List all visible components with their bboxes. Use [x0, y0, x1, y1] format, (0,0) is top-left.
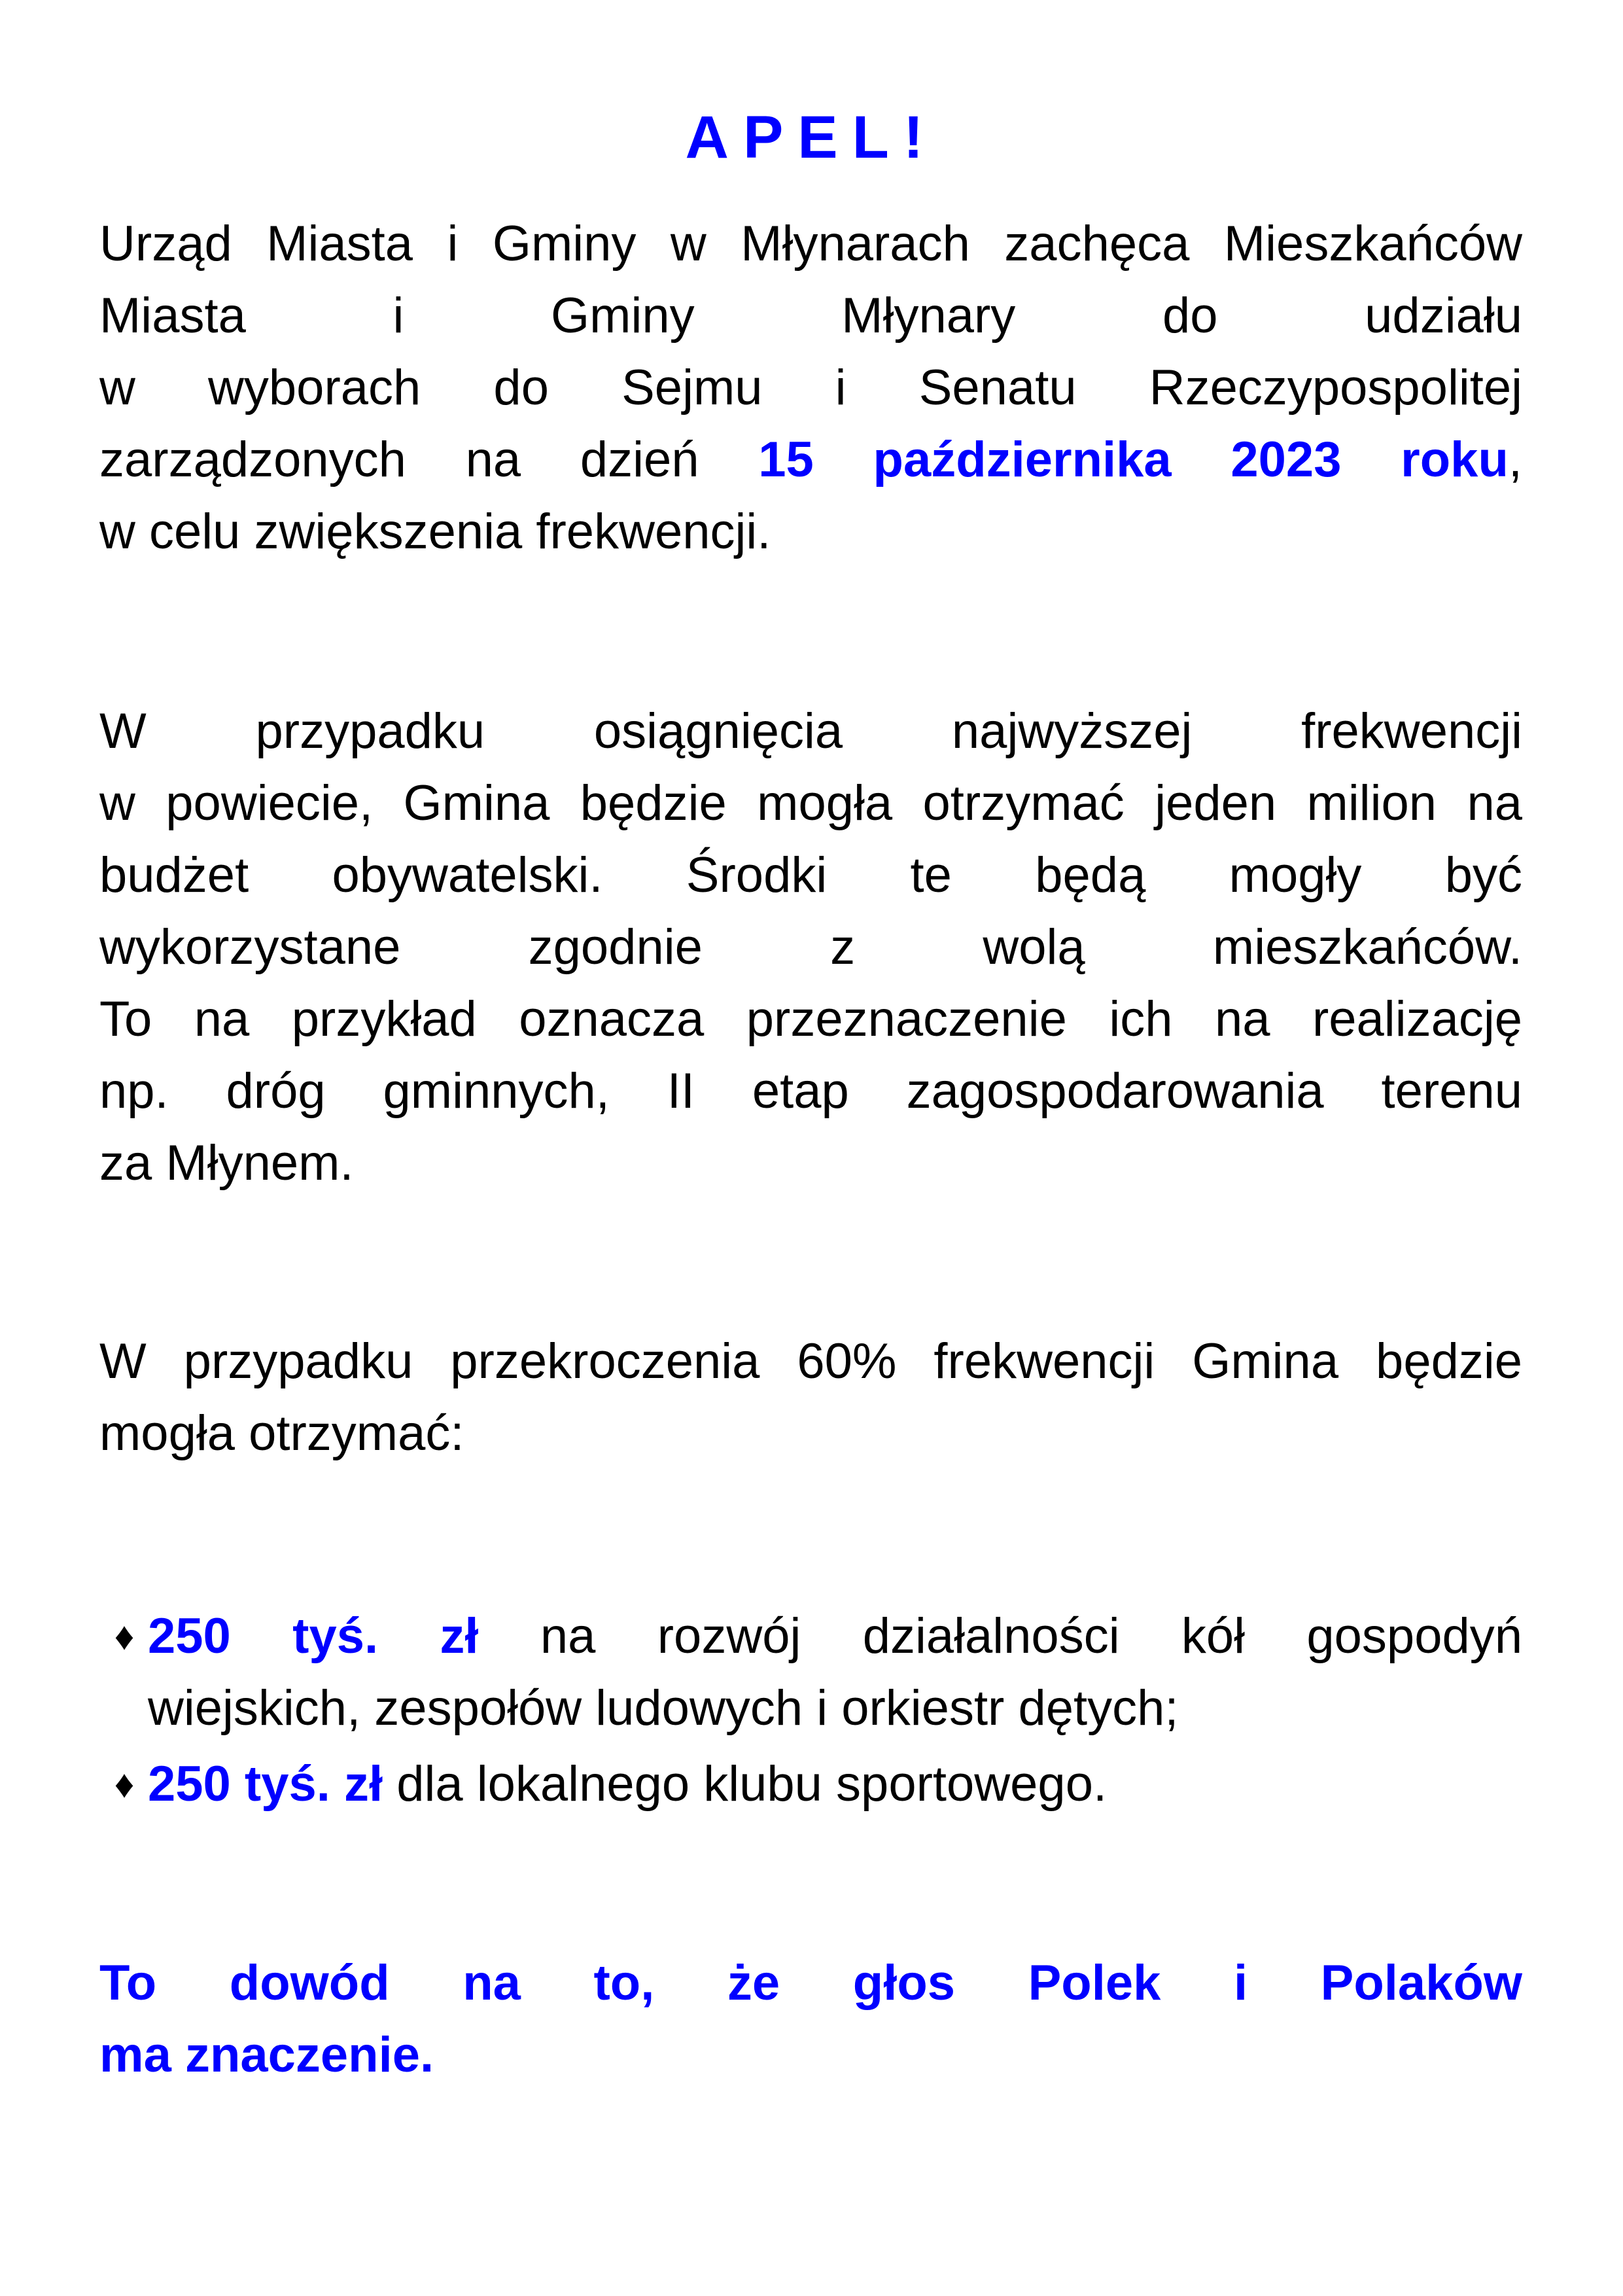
- text-line: [99, 1055, 1522, 1127]
- text-line: [99, 352, 1522, 424]
- text-line: [99, 2019, 1522, 2091]
- highlighted-text: To dowód na to, że głos Polek i Polaków: [99, 1955, 1522, 2011]
- text-line: [99, 1326, 1522, 1398]
- paragraph-closing: [99, 1947, 1522, 2091]
- diamond-bullet-icon: ♦: [114, 1614, 135, 1658]
- text-segment: budżet obywatelski. Środki te będą mogły być: [99, 847, 1522, 903]
- text-line: [99, 1947, 1522, 2019]
- paragraph-highest-turnout: [99, 696, 1522, 1199]
- highlighted-text: 15 października 2023 roku: [758, 432, 1509, 487]
- text-segment: np. dróg gminnych, II etap zagospodarowania terenu: [99, 1063, 1522, 1119]
- text-segment: na rozwój działalności kół gospodyń: [478, 1608, 1522, 1664]
- text-segment: ,: [1508, 432, 1522, 487]
- paragraph-60-percent: [99, 1326, 1522, 1470]
- text-segment: mogła otrzymać:: [99, 1405, 464, 1461]
- text-line: [99, 208, 1522, 280]
- text-segment: wiejskich, zespołów ludowych i orkiestr dętych;: [148, 1680, 1179, 1736]
- highlighted-text: ma znaczenie.: [99, 2027, 434, 2083]
- text-line: [99, 983, 1522, 1055]
- text-segment: w wyborach do Sejmu i Senatu Rzeczypospolitej: [99, 360, 1522, 415]
- text-segment: W przypadku przekroczenia 60% frekwencji Gmina będzie: [99, 1333, 1522, 1389]
- text-line: [99, 839, 1522, 911]
- text-line: [99, 1127, 1522, 1199]
- bullet-item: [105, 1748, 1522, 1820]
- text-segment: w celu zwiększenia frekwencji.: [99, 504, 771, 559]
- diamond-bullet-icon: ♦: [114, 1762, 135, 1806]
- text-segment: To na przykład oznacza przeznaczenie ich na realizację: [99, 991, 1522, 1047]
- highlighted-text: 250 tyś. zł: [148, 1608, 479, 1664]
- text-segment: wykorzystane zgodnie z wolą mieszkańców.: [99, 919, 1522, 975]
- text-segment: Miasta i Gminy Młynary do udziału: [99, 288, 1522, 344]
- highlighted-text: 250 tyś. zł: [148, 1756, 383, 1812]
- text-line: [99, 424, 1522, 496]
- text-line: [148, 1672, 1522, 1744]
- text-line: [99, 496, 1522, 568]
- bullet-item: [105, 1600, 1522, 1744]
- text-segment: w powiecie, Gmina będzie mogła otrzymać jeden milion na: [99, 775, 1522, 831]
- text-line: [99, 1398, 1522, 1470]
- text-segment: Urząd Miasta i Gminy w Młynarach zachęca Mieszkańców: [99, 216, 1522, 272]
- text-line: [99, 911, 1522, 983]
- text-segment: za Młynem.: [99, 1135, 354, 1191]
- text-segment: W przypadku osiągnięcia najwyższej frekwencji: [99, 703, 1522, 759]
- text-line: [99, 696, 1522, 768]
- paragraph-intro: [99, 208, 1522, 568]
- text-line: [99, 280, 1522, 352]
- text-line: [99, 768, 1522, 839]
- text-segment: zarządzonych na dzień: [99, 432, 759, 487]
- text-line: [148, 1748, 1522, 1820]
- text-segment: dla lokalnego klubu sportowego.: [383, 1756, 1108, 1812]
- page-title: APEL!: [685, 104, 938, 171]
- text-line: [148, 1600, 1522, 1672]
